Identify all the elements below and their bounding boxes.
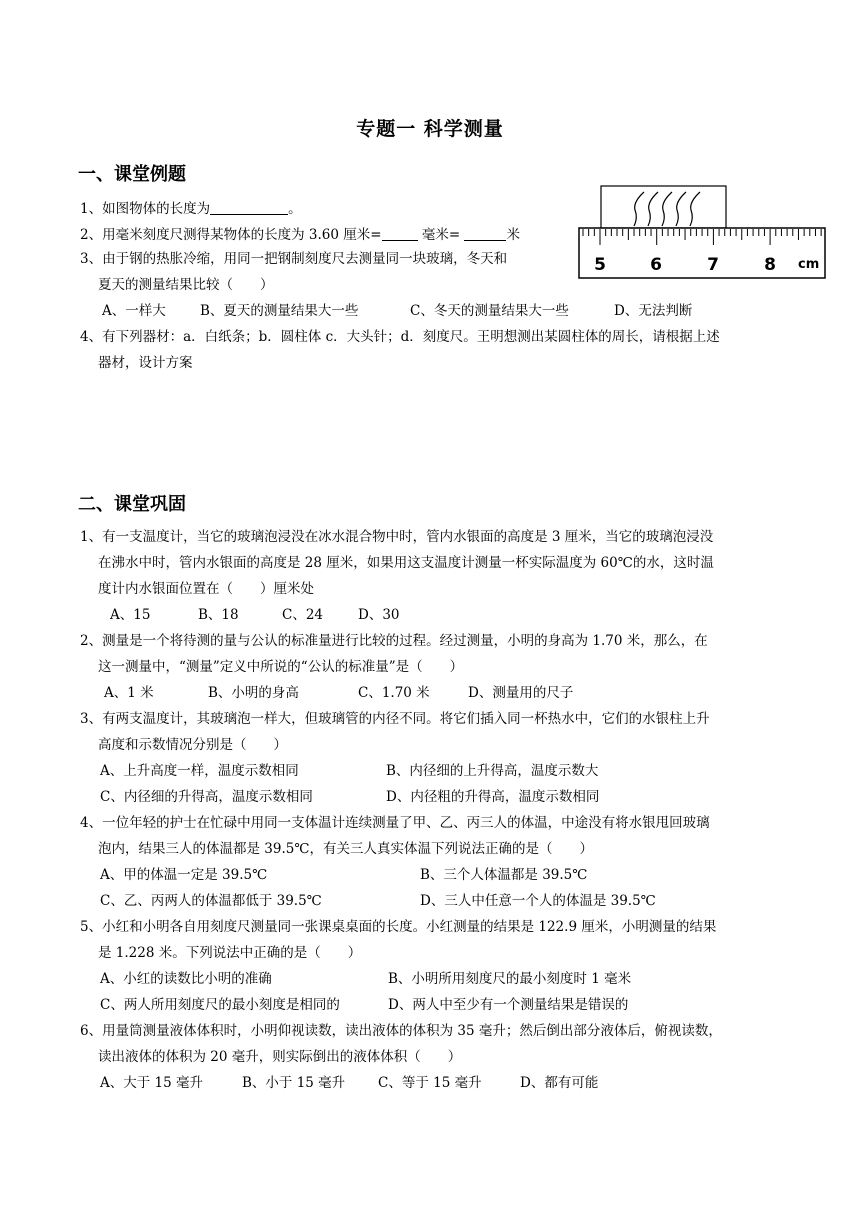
question-1-3-cont: 夏天的测量结果比较（ ） <box>98 277 274 293</box>
option: B、小明的身高 <box>208 685 299 701</box>
option: B、内径细的上升得高，温度示数大 <box>386 763 599 779</box>
question-2-1: 1、有一支温度计，当它的玻璃泡浸没在冰水混合物中时，管内水银面的高度是 3 厘米，当它的玻璃泡浸没 <box>80 529 714 545</box>
question-2-2-cont: 这一测量中，“测量”定义中所说的“公认的标准量”是（ ） <box>98 659 464 675</box>
question-text: 1、如图物体的长度为 <box>80 201 211 217</box>
option: C、24 <box>282 607 324 623</box>
question-2-3-cont: 高度和示数情况分别是（ ） <box>98 737 287 753</box>
option: B、18 <box>198 607 239 623</box>
option: A、上升高度一样，温度示数相同 <box>100 763 299 779</box>
ruler-unit: cm <box>798 257 820 272</box>
section-heading-examples: 一、课堂例题 <box>78 164 186 185</box>
ruler-label-6: 6 <box>650 255 662 275</box>
question-2-6-cont: 读出液体的体积为 20 毫升，则实际倒出的液体体积（ ） <box>98 1049 462 1065</box>
question-1-4-cont: 器材，设计方案 <box>98 355 193 371</box>
option: D、两人中至少有一个测量结果是错误的 <box>388 997 629 1013</box>
answer-blank[interactable] <box>464 226 506 241</box>
question-text: 米 <box>506 227 520 243</box>
question-2-2: 2、测量是一个将待测的量与公认的标准量进行比较的过程。经过测量，小明的身高为 1.70 米，那么，在 <box>80 633 708 649</box>
option: D、都有可能 <box>520 1075 599 1091</box>
page-title: 专题一 科学测量 <box>356 118 504 140</box>
option: B、小明所用刻度尺的最小刻度时 1 毫米 <box>388 971 632 987</box>
question-2-6: 6、用量筒测量液体体积时，小明仰视读数，读出液体的体积为 35 毫升；然后倒出部分液体后，俯视读数， <box>80 1023 722 1039</box>
option: D、测量用的尺子 <box>468 685 574 701</box>
question-text: 。 <box>288 201 302 217</box>
option: A、15 <box>110 607 151 623</box>
option: A、小红的读数比小明的准确 <box>100 971 272 987</box>
option: A、大于 15 毫升 <box>100 1075 204 1091</box>
option: C、两人所用刻度尺的最小刻度是相同的 <box>100 997 340 1013</box>
question-2-4: 4、一位年轻的护士在忙碌中用同一支体温计连续测量了甲、乙、丙三人的体温，中途没有将水银甩回玻璃 <box>80 815 710 831</box>
ruler-label-5: 5 <box>594 255 606 275</box>
ruler-label-8: 8 <box>764 255 776 275</box>
ruler-figure <box>578 184 828 280</box>
question-text: 毫米= <box>417 227 465 243</box>
section-heading-consolidation: 二、课堂巩固 <box>78 494 186 515</box>
option: A、一样大 <box>102 303 166 319</box>
question-2-4-cont: 泡内，结果三人的体温都是 39.5℃，有关三人真实体温下列说法正确的是（ ） <box>98 841 593 857</box>
option: B、夏天的测量结果大一些 <box>200 303 359 319</box>
option: D、三人中任意一个人的体温是 39.5℃ <box>420 893 656 909</box>
option: D、无法判断 <box>614 303 693 319</box>
question-2-1-cont: 度计内水银面位置在（ ）厘米处 <box>98 581 314 597</box>
question-2-1-cont: 在沸水中时，管内水银面的高度是 28 厘米，如果用这支温度计测量一杯实际温度为 60℃的水，这时温 <box>98 555 714 571</box>
question-1-1 <box>80 196 302 222</box>
option: C、乙、丙两人的体温都低于 39.5℃ <box>100 893 322 909</box>
option: D、内径粗的升得高，温度示数相同 <box>386 789 600 805</box>
option: D、30 <box>358 607 400 623</box>
question-1-4: 4、有下列器材：a．白纸条；b．圆柱体 c．大头针；d．刻度尺。王明想测出某圆柱体的周长，请根据上述 <box>80 329 720 345</box>
option: A、甲的体温一定是 39.5℃ <box>100 867 268 883</box>
question-1-3: 3、由于钢的热胀冷缩，用同一把钢制刻度尺去测量同一块玻璃，冬天和 <box>80 251 508 267</box>
option: C、内径细的升得高，温度示数相同 <box>100 789 313 805</box>
question-2-5: 5、小红和小明各自用刻度尺测量同一张课桌桌面的长度。小红测量的结果是 122.9 厘米，小明测量的结果 <box>80 919 717 935</box>
option: B、小于 15 毫升 <box>242 1075 346 1091</box>
option: C、1.70 米 <box>358 685 430 701</box>
answer-blank[interactable] <box>382 226 418 241</box>
question-text: 2、用毫米刻度尺测得某物体的长度为 3.60 厘米= <box>80 227 382 243</box>
question-2-3: 3、有两支温度计，其玻璃泡一样大，但玻璃管的内径不同。将它们插入同一杯热水中，它们的水银柱上升 <box>80 711 710 727</box>
question-1-2 <box>80 222 520 248</box>
answer-blank[interactable] <box>210 200 288 215</box>
option: C、等于 15 毫升 <box>378 1075 482 1091</box>
ruler-label-7: 7 <box>707 255 719 275</box>
option: B、三个人体温都是 39.5℃ <box>420 867 588 883</box>
option: C、冬天的测量结果大一些 <box>410 303 569 319</box>
question-2-5-cont: 是 1.228 米。下列说法中正确的是（ ） <box>98 945 362 961</box>
option: A、1 米 <box>104 685 154 701</box>
